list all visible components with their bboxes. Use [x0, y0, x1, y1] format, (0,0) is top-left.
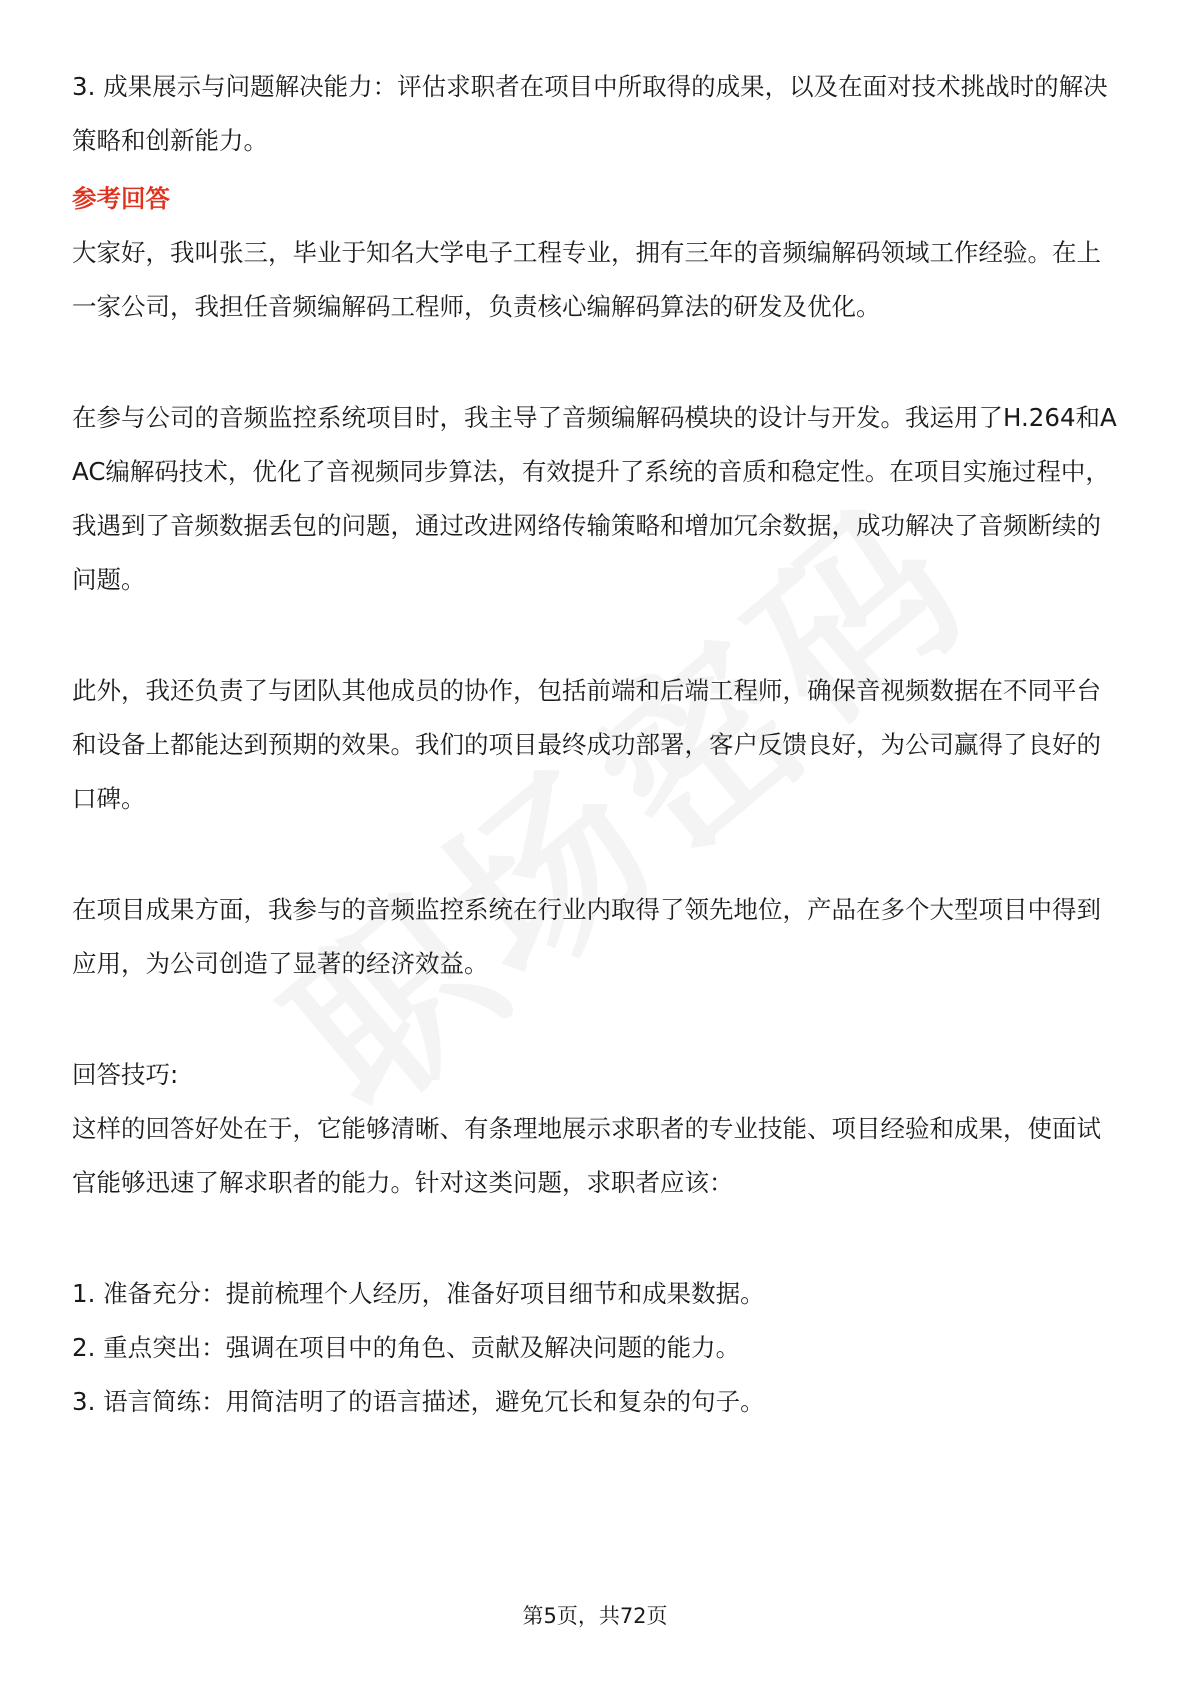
answer-paragraph-2: 在参与公司的音频监控系统项目时，我主导了音频编解码模块的设计与开发。我运用了H.264和AAC编解码技术，优化了音视频同步算法，有效提升了系统的音质和稳定性。在项目实施过程中，我遇到了音频数据丢包的问题，通过改进网络传输策略和增加冗余数据，成功解决了音频断续的问题。 — [72, 403, 1117, 594]
tips-item-1: 1. 准备充分：提前梳理个人经历，准备好项目细节和成果数据。 — [72, 1279, 765, 1308]
tips-heading: 回答技巧: — [72, 1060, 179, 1089]
evaluation-item-3: 3. 成果展示与问题解决能力：评估求职者在项目中所取得的成果，以及在面对技术挑战时的解决策略和创新能力。 — [72, 72, 1108, 155]
document-body — [72, 60, 1120, 1429]
tips-item-3: 3. 语言简练：用简洁明了的语言描述，避免冗长和复杂的句子。 — [72, 1387, 765, 1416]
answer-paragraph-4: 在项目成果方面，我参与的音频监控系统在行业内取得了领先地位，产品在多个大型项目中得到应用，为公司创造了显著的经济效益。 — [72, 895, 1101, 978]
answer-paragraph-1: 大家好，我叫张三，毕业于知名大学电子工程专业，拥有三年的音频编解码领域工作经验。在上一家公司，我担任音频编解码工程师，负责核心编解码算法的研发及优化。 — [72, 238, 1101, 321]
answer-paragraph-3: 此外，我还负责了与团队其他成员的协作，包括前端和后端工程师，确保音视频数据在不同平台和设备上都能达到预期的效果。我们的项目最终成功部署，客户反馈良好，为公司赢得了良好的口碑。 — [72, 676, 1101, 813]
tips-item-2: 2. 重点突出：强调在项目中的角色、贡献及解决问题的能力。 — [72, 1333, 741, 1362]
page-footer: 第5页，共72页 — [522, 1604, 668, 1628]
answer-heading: 参考回答 — [72, 184, 170, 213]
tips-paragraph: 这样的回答好处在于，它能够清晰、有条理地展示求职者的专业技能、项目经验和成果，使面试官能够迅速了解求职者的能力。针对这类问题，求职者应该： — [72, 1114, 1101, 1197]
